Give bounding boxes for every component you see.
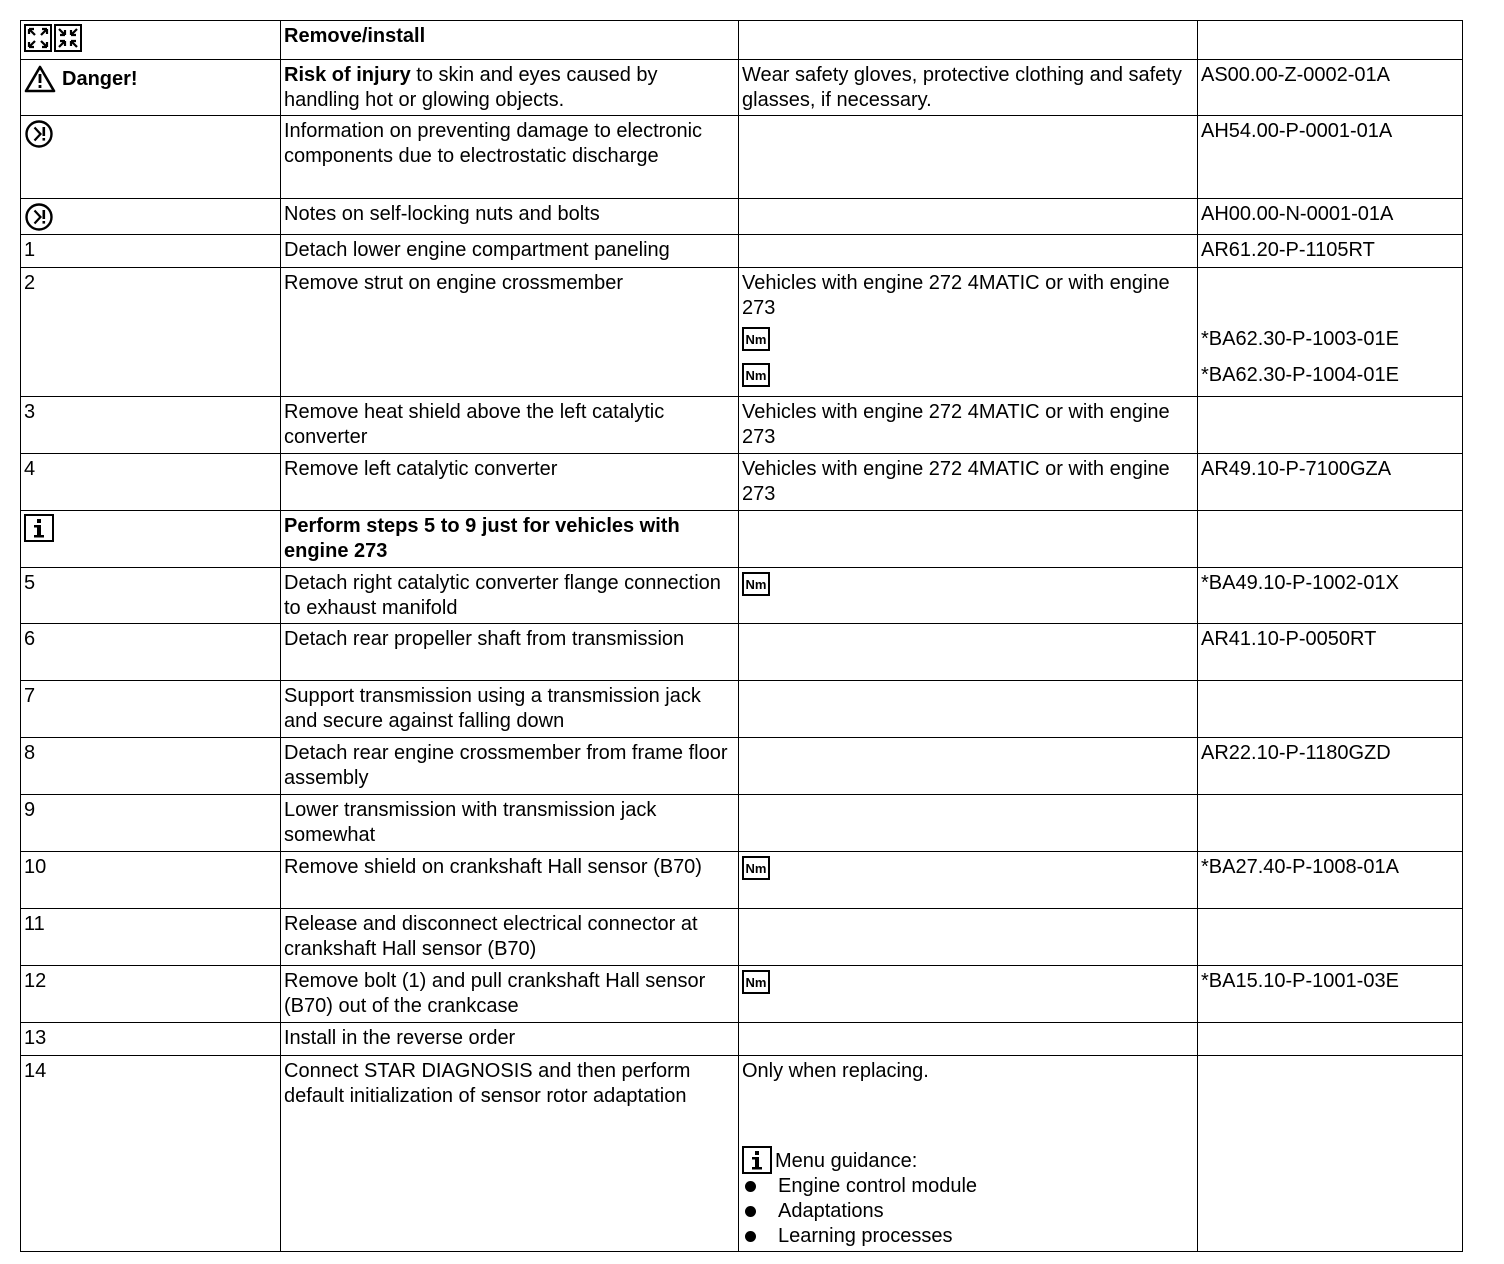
- menu-item: Learning processes: [742, 1224, 1192, 1249]
- step-condition: Vehicles with engine 272 4MATIC or with engine 273: [739, 454, 1198, 511]
- note-text: Notes on self-locking nuts and bolts: [281, 199, 739, 235]
- step-text: Detach lower engine compartment paneling: [281, 235, 739, 268]
- step-row: [21, 1023, 1463, 1056]
- step-text: Detach right catalytic converter flange connection to exhaust manifold: [281, 568, 739, 624]
- step-number: 2: [21, 268, 281, 397]
- step-ref[interactable]: AR61.20-P-1105RT: [1198, 235, 1463, 268]
- step-text: Remove strut on engine crossmember: [281, 268, 739, 397]
- step-condition: Vehicles with engine 272 4MATIC or with engine 273: [742, 272, 1170, 319]
- info-text: Perform steps 5 to 9 just for vehicles with engine 273: [281, 511, 739, 568]
- step-text: Remove bolt (1) and pull crankshaft Hall sensor (B70) out of the crankcase: [281, 966, 739, 1023]
- torque-nm-icon: [742, 572, 770, 596]
- torque-nm-icon: [742, 856, 770, 880]
- step-text: Release and disconnect electrical connector at crankshaft Hall sensor (B70): [281, 909, 739, 966]
- step-row: [21, 795, 1463, 852]
- note-icon: [24, 119, 54, 149]
- step-ref[interactable]: *BA62.30-P-1003-01E: [1201, 327, 1399, 350]
- step-number: 1: [21, 235, 281, 268]
- step-number: 5: [21, 568, 281, 624]
- step-number: 13: [21, 1023, 281, 1056]
- step-row: [21, 852, 1463, 909]
- step-number: 14: [21, 1056, 281, 1252]
- step-number: 8: [21, 738, 281, 795]
- step-number: 7: [21, 681, 281, 738]
- nm-label: Nm: [745, 576, 767, 592]
- step-text: Detach rear propeller shaft from transmission: [281, 624, 739, 681]
- torque-nm-icon: [742, 363, 770, 387]
- danger-row: [21, 60, 1463, 116]
- step-number: 12: [21, 966, 281, 1023]
- step-text: Detach rear engine crossmember from frame floor assembly: [281, 738, 739, 795]
- step-number: 10: [21, 852, 281, 909]
- step-row: [21, 268, 1463, 397]
- step-ref[interactable]: AR22.10-P-1180GZD: [1198, 738, 1463, 795]
- torque-nm-icon: [742, 970, 770, 994]
- note-row: [21, 199, 1463, 235]
- step-row: [21, 454, 1463, 511]
- bullet-icon: [745, 1231, 756, 1242]
- step-row: [21, 1056, 1463, 1252]
- step-row: [21, 738, 1463, 795]
- nm-label: Nm: [745, 332, 767, 347]
- nm-label: Nm: [745, 860, 767, 876]
- step-text: Remove heat shield above the left catalytic converter: [281, 397, 739, 454]
- step-row: [21, 909, 1463, 966]
- menu-guidance-label: Menu guidance:: [775, 1150, 918, 1172]
- nm-label: Nm: [745, 974, 767, 990]
- step-number: 3: [21, 397, 281, 454]
- step-row: [21, 624, 1463, 681]
- step-condition: Vehicles with engine 272 4MATIC or with engine 273: [739, 397, 1198, 454]
- bullet-icon: [745, 1206, 756, 1217]
- step-ref[interactable]: *BA15.10-P-1001-03E: [1198, 966, 1463, 1023]
- risk-heading: Risk of injury: [284, 64, 411, 86]
- bullet-icon: [745, 1181, 756, 1192]
- step-row: [21, 966, 1463, 1023]
- note-text: Information on preventing damage to electronic components due to electrostatic discharge: [281, 116, 739, 199]
- torque-nm-icon: [742, 327, 770, 351]
- nm-label: Nm: [745, 368, 767, 383]
- step-row: [21, 397, 1463, 454]
- warning-triangle-icon: [24, 65, 56, 93]
- step-ref[interactable]: AR49.10-P-7100GZA: [1198, 454, 1463, 511]
- risk-text: to skin and eyes caused by handling hot or glowing objects.: [284, 64, 658, 111]
- menu-item: Engine control module: [742, 1174, 1192, 1199]
- step-number: 6: [21, 624, 281, 681]
- step-text: Connect STAR DIAGNOSIS and then perform default initialization of sensor rotor adaptation: [281, 1056, 739, 1252]
- procedure-table: [20, 20, 1463, 1252]
- danger-risk: [281, 60, 739, 116]
- menu-guidance-list: [742, 1174, 1192, 1249]
- step-number: 11: [21, 909, 281, 966]
- header-icon-cell: [21, 21, 281, 60]
- info-icon: [24, 514, 54, 542]
- step-text: Lower transmission with transmission jack somewhat: [281, 795, 739, 852]
- note-ref[interactable]: AH00.00-N-0001-01A: [1198, 199, 1463, 235]
- step-ref[interactable]: *BA27.40-P-1008-01A: [1198, 852, 1463, 909]
- remove-install-icon: [24, 24, 82, 52]
- danger-ref[interactable]: AS00.00-Z-0002-01A: [1198, 60, 1463, 116]
- note-row: [21, 116, 1463, 199]
- info-icon: [742, 1146, 772, 1174]
- step-row: [21, 681, 1463, 738]
- step-row: [21, 568, 1463, 624]
- header-row: [21, 21, 1463, 60]
- step-text: Remove shield on crankshaft Hall sensor (B70): [281, 852, 739, 909]
- step-ref[interactable]: AR41.10-P-0050RT: [1198, 624, 1463, 681]
- note-ref[interactable]: AH54.00-P-0001-01A: [1198, 116, 1463, 199]
- step-ref[interactable]: *BA62.30-P-1004-01E: [1201, 363, 1399, 386]
- note-icon: [24, 202, 54, 232]
- step-text: Support transmission using a transmission jack and secure against falling down: [281, 681, 739, 738]
- menu-item: Adaptations: [742, 1199, 1192, 1224]
- danger-label: Danger!: [62, 67, 138, 90]
- step-ref[interactable]: *BA49.10-P-1002-01X: [1198, 568, 1463, 624]
- step-number: 4: [21, 454, 281, 511]
- danger-measure: Wear safety gloves, protective clothing and safety glasses, if necessary.: [739, 60, 1198, 116]
- step-condition: Only when replacing.: [742, 1060, 929, 1082]
- info-row: [21, 511, 1463, 568]
- step-row: [21, 235, 1463, 268]
- step-number: 9: [21, 795, 281, 852]
- header-title: Remove/install: [281, 21, 739, 60]
- step-text: Remove left catalytic converter: [281, 454, 739, 511]
- step-text: Install in the reverse order: [281, 1023, 739, 1056]
